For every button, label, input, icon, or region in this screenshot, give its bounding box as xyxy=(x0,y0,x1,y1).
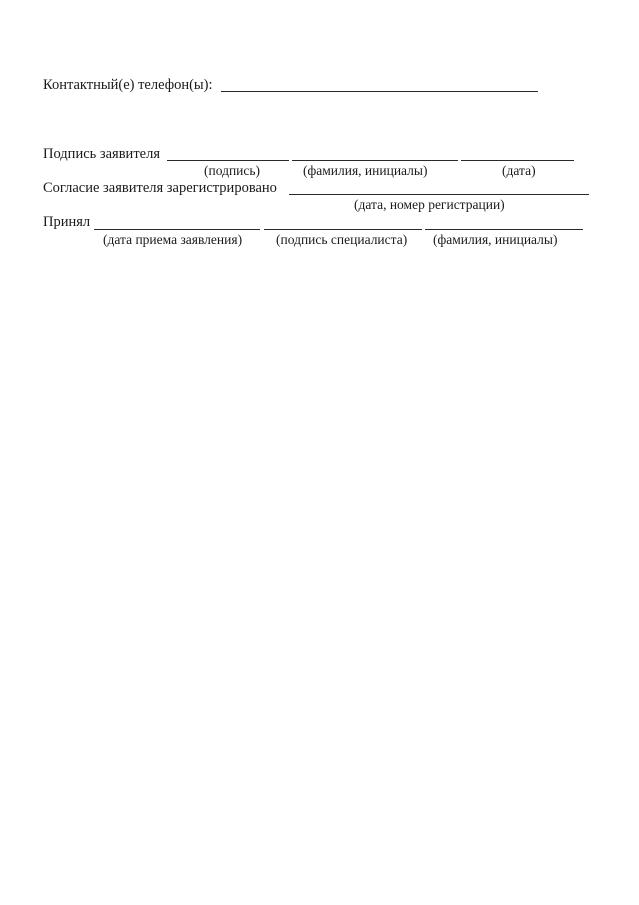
accepted-name-caption: (фамилия, инициалы) xyxy=(433,232,558,247)
applicant-signature-line xyxy=(167,160,289,161)
contact-phone-label: Контактный(е) телефон(ы): xyxy=(43,77,213,93)
applicant-date-caption: (дата) xyxy=(502,163,536,178)
consent-registered-caption: (дата, номер регистрации) xyxy=(354,197,505,212)
accepted-specialist-signature-line xyxy=(264,229,422,230)
accepted-specialist-signature-caption: (подпись специалиста) xyxy=(276,232,408,247)
contact-phone-line xyxy=(221,91,538,92)
consent-registered-label: Согласие заявителя зарегистрировано xyxy=(43,180,277,196)
applicant-name-caption: (фамилия, инициалы) xyxy=(303,163,428,178)
applicant-signature-caption: (подпись) xyxy=(204,163,261,178)
accepted-label: Принял xyxy=(43,214,91,230)
applicant-date-line xyxy=(461,160,574,161)
applicant-name-line xyxy=(292,160,458,161)
applicant-signature-label: Подпись заявителя xyxy=(43,146,160,162)
accepted-date-caption: (дата приема заявления) xyxy=(103,232,243,247)
accepted-date-line xyxy=(94,229,260,230)
accepted-name-line xyxy=(425,229,583,230)
consent-registered-line xyxy=(289,194,589,195)
